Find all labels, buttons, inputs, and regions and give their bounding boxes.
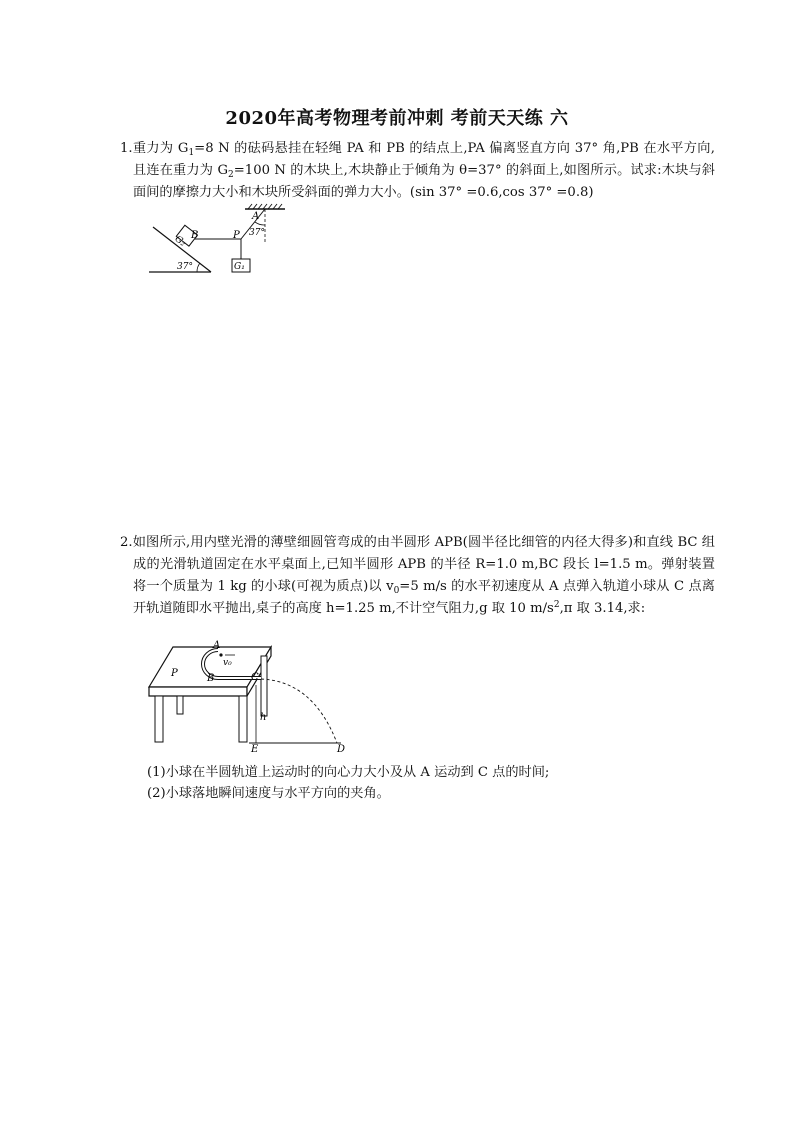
fig2-label-a: A [213, 640, 221, 651]
question-2-text-b: =5 m/s 的水平初速度从 A 点弹入轨道小球从 C 点离开轨道随即水平抛出,桌子的高度 h=1.25 m,不计空气阻力,g 取 10 m/s [133, 579, 715, 616]
question-1-number: 1. [120, 141, 133, 156]
figure-1-incline-diagram [145, 203, 295, 279]
fig2-label-b: B [207, 673, 215, 684]
question-2 [120, 532, 715, 620]
fig2-label-d: D [337, 744, 346, 755]
fig1-label-a: A [252, 211, 260, 222]
question-1-sub-2: 2 [228, 170, 234, 180]
question-1-text-a: 重力为 G [132, 141, 189, 156]
question-1 [120, 138, 715, 204]
page-title: 2020年高考物理考前冲刺 考前天天练 六 [225, 108, 569, 129]
question-2-text-a: 如图所示,用内壁光滑的薄壁细圆管弯成的由半圆形 APB(圆半径比细管的内径大得多)和直线 BC 组成的光滑轨道固定在水平桌面上,已知半圆形 APB 的半径 R=1.0 m,BC 段长 l=1.5 m。弹射装置将一个质量为 1 kg 的小球(可视为质点)以 v [132, 535, 715, 594]
fig2-label-p: P [171, 668, 178, 679]
fig1-label-g2: G₂ [172, 234, 188, 249]
fig1-label-b: B [191, 230, 199, 241]
fig2-label-c: C [251, 672, 259, 683]
fig1-angle-bottom: 37° [177, 262, 193, 272]
question-2-number: 2. [120, 535, 133, 550]
fig1-label-g1: G₁ [234, 262, 245, 272]
question-2-part-2: (2)小球落地瞬间速度与水平方向的夹角。 [147, 786, 390, 801]
question-1-sub-1: 1 [188, 148, 195, 158]
question-2-part-1: (1)小球在半圆轨道上运动时的向心力大小及从 A 运动到 C 点的时间; [147, 765, 550, 780]
question-2-sup-1: 2 [553, 600, 560, 610]
fig2-label-v0: v₀ [223, 658, 232, 668]
fig1-label-p: P [233, 230, 240, 241]
question-1-text-b: =8 N 的砝码悬挂在轻绳 PA 和 PB 的结点上,PA 偏离竖直方向 37° 角,PB 在水平方向,且连在重力为 G [133, 141, 715, 178]
fig1-angle-top: 37° [249, 228, 265, 238]
fig2-label-h: h [260, 712, 267, 723]
figure-2-table-track-diagram [143, 637, 363, 757]
question-1-text-c: =100 N 的木块上,木块静止于倾角为 θ=37° 的斜面上,如图所示。试求:木块与斜面间的摩擦力大小和木块所受斜面的弹力大小。(sin 37° =0.6,cos 37° =0.8) [133, 163, 715, 200]
question-2-sub-1: 0 [393, 586, 400, 596]
question-2-text-c: ,π 取 3.14,求: [559, 601, 646, 616]
fig2-label-e: E [251, 744, 259, 755]
